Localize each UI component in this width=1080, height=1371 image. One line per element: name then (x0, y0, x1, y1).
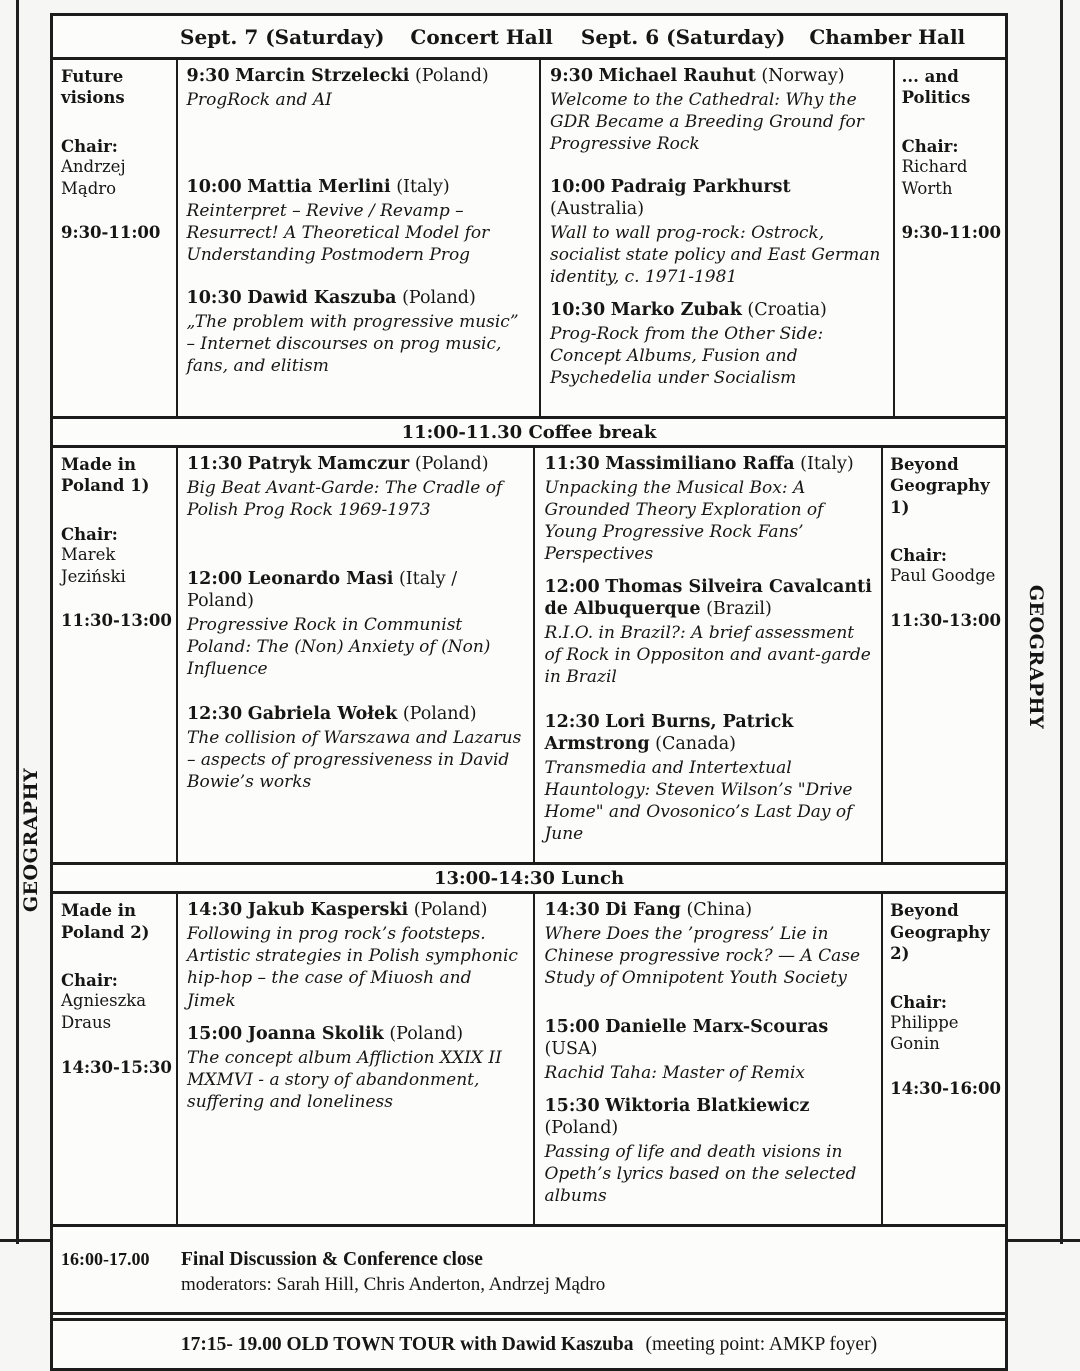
paper-title: Reinterpret – Revive / Revamp – Resurrect! A Theoretical Model for Understanding Postmodern Prog (186, 200, 490, 266)
session-row-morning (53, 60, 1005, 419)
paper-head (544, 1096, 873, 1140)
paper-title: Following in prog rock’s footsteps. Artistic strategies in Polish symphonic hip-hop – the case of Miuosh and Jimek (187, 924, 518, 1011)
paper-head (544, 454, 873, 476)
paper-time: 15:00 (187, 1023, 243, 1044)
final-discussion-row (53, 1227, 1005, 1315)
paper-country: (Poland) (544, 1118, 619, 1139)
paper-head (187, 177, 530, 199)
session-time: 14:30-16:00 (890, 1079, 1001, 1099)
paper-head (550, 300, 885, 322)
paper-head (187, 66, 530, 88)
paper-head (544, 577, 873, 621)
coffee-break-label: 11:00-11.30 Coffee break (401, 421, 657, 443)
paper-head (187, 900, 523, 922)
paper-country: (Croatia) (747, 300, 827, 321)
paper-country: (China) (686, 900, 753, 921)
paper-entry (187, 177, 530, 276)
paper-country: (Poland) (414, 454, 489, 475)
paper-time: 10:30 (186, 288, 242, 308)
final-discussion-time: 16:00-17.00 (61, 1249, 150, 1270)
chair-label: Chair: (890, 992, 947, 1012)
paper-entry (544, 454, 873, 565)
paper-title: Transmedia and Intertextual Hauntology: Steven Wilson’s "Drive Home" and Ovosonico’s Last Day of June (544, 758, 853, 845)
paper-time: 12:00 (544, 577, 600, 598)
paper-time: 14:30 (187, 900, 243, 921)
chair-name: Andrzej Mądro (61, 156, 126, 198)
paper-country: (Australia) (550, 198, 645, 219)
paper-time: 9:30 (186, 66, 230, 86)
session-title: ... and Politics (901, 67, 971, 108)
header-hall-right: Chamber Hall (809, 24, 966, 49)
paper-head (550, 66, 885, 88)
chair-label: Chair: (61, 971, 118, 991)
paper-entry (544, 900, 873, 1005)
paper-entry (550, 177, 885, 288)
paper-entry (550, 66, 885, 165)
chair-label: Chair: (901, 136, 959, 156)
header-hall-left: Concert Hall (410, 24, 553, 49)
paper-author: Joanna Skolik (247, 1023, 384, 1044)
paper-head (187, 1024, 523, 1046)
paper-time: 10:30 (550, 300, 606, 321)
chair-label: Chair: (890, 546, 947, 566)
paper-country: (Poland) (402, 288, 476, 308)
paper-head (187, 704, 523, 726)
chamber-hall-cell (541, 60, 895, 416)
lunch-break-label: 13:00-14:30 Lunch (433, 867, 625, 889)
paper-author: Di Fang (605, 900, 681, 921)
session-time: 11:30-13:00 (61, 611, 172, 631)
chair-name: Richard Worth (901, 156, 968, 198)
paper-title: The concept album Affliction XXIX II MXMVI - a story of abandonment, suffering and loneliness (187, 1047, 502, 1112)
session-row-midday (53, 448, 1005, 865)
chair-name: Philippe Gonin (890, 1012, 959, 1054)
conference-schedule-table (50, 13, 1008, 1371)
paper-entry (187, 1024, 523, 1113)
session-time: 9:30-11:00 (901, 223, 1001, 243)
paper-author: Michael Rauhut (598, 66, 756, 86)
chair-label: Chair: (61, 524, 118, 544)
paper-time: 12:30 (187, 704, 243, 725)
concert-hall-cell (178, 60, 542, 416)
paper-title: Big Beat Avant-Garde: The Cradle of Polish Prog Rock 1969-1973 (187, 477, 503, 520)
paper-entry (187, 569, 523, 692)
chamber-hall-cell (535, 448, 883, 862)
paper-author: Wiktoria Blatkiewicz (605, 1096, 810, 1117)
session-row-afternoon (53, 894, 1005, 1227)
paper-head (187, 288, 530, 310)
paper-entry (187, 288, 530, 387)
paper-title: Rachid Taha: Master of Remix (544, 1063, 805, 1084)
session-label-cell-left (53, 60, 178, 416)
final-discussion-title: Final Discussion & Conference close (181, 1249, 483, 1271)
session-label-cell-right (895, 60, 1005, 416)
paper-title: ProgRock and AI (186, 89, 332, 110)
paper-title: The collision of Warszawa and Lazarus – aspects of progressiveness in David Bowie’s works (187, 727, 522, 793)
chair-name: Agnieszka Draus (61, 991, 147, 1033)
paper-author: Thomas Silveira Cavalcanti de Albuquerque (544, 577, 872, 620)
paper-time: 15:30 (544, 1096, 600, 1117)
chair-label: Chair: (61, 136, 118, 156)
paper-head (550, 177, 885, 221)
paper-country: (Poland) (389, 1023, 464, 1044)
paper-title: Wall to wall prog-rock: Ostrock, socialist state policy and East German identity, c. 1971-1981 (550, 222, 881, 287)
header-date-right: Sept. 6 (Saturday) (580, 24, 786, 49)
paper-time: 11:30 (187, 454, 243, 475)
paper-author: Dawid Kaszuba (247, 288, 397, 308)
chair-name: Paul Goodge (890, 566, 996, 586)
paper-head (544, 900, 873, 922)
paper-country: (Italy) (396, 177, 450, 197)
paper-title: „The problem with progressive music” – Internet discourses on prog music, fans, and elitism (186, 311, 519, 377)
session-label-cell-right (883, 894, 1005, 1224)
paper-entry (544, 1017, 873, 1084)
paper-title: Prog-Rock from the Other Side: Concept Albums, Fusion and Psychedelia under Socialism (550, 323, 824, 389)
paper-country: (Poland) (402, 704, 477, 725)
paper-head (544, 1017, 873, 1061)
paper-title: R.I.O. in Brazil?: A brief assessment of Rock in Oppositon and avant-garde in Brazil (544, 623, 871, 688)
table-header-row (53, 16, 1005, 60)
paper-country: (Canada) (655, 734, 736, 755)
header-date-left: Sept. 7 (Saturday) (180, 24, 385, 49)
concert-hall-cell (178, 894, 535, 1224)
paper-author: Gabriela Wołek (247, 704, 398, 725)
coffee-break-row (53, 419, 1005, 448)
paper-head (187, 454, 523, 476)
paper-author: Danielle Marx-Scouras (605, 1017, 829, 1038)
paper-author: Jakub Kasperski (247, 900, 409, 921)
old-town-tour-label: 17:15- 19.00 OLD TOWN TOUR with Dawid Kaszuba (180, 1333, 634, 1355)
paper-country: (Norway) (761, 66, 845, 86)
paper-title: Welcome to the Cathedral: Why the GDR Became a Breeding Ground for Progressive Rock (550, 89, 864, 155)
paper-author: Marko Zubak (610, 300, 742, 321)
paper-author: Patryk Mamczur (247, 454, 410, 475)
lunch-break-row (53, 865, 1005, 894)
paper-time: 12:00 (187, 569, 243, 590)
paper-author: Massimiliano Raffa (605, 454, 795, 475)
paper-country: (USA) (544, 1039, 598, 1060)
paper-time: 14:30 (544, 900, 600, 921)
paper-country: (Italy / Poland) (187, 569, 458, 611)
paper-author: Marcin Strzelecki (235, 66, 410, 86)
session-title: Future visions (61, 67, 125, 108)
session-time: 9:30-11:00 (61, 223, 161, 243)
paper-country: (Brazil) (706, 599, 772, 620)
old-town-tour-row (53, 1321, 1005, 1368)
session-label-cell-right (883, 448, 1005, 862)
paper-country: (Poland) (413, 900, 488, 921)
paper-entry (544, 577, 873, 700)
paper-country: (Italy) (800, 454, 854, 475)
old-town-tour-meeting-point: (meeting point: AMKP foyer) (645, 1333, 878, 1355)
paper-title: Unpacking the Musical Box: A Grounded Theory Exploration of Young Progressive Rock Fans’ Perspectives (544, 477, 824, 565)
session-title: Beyond Geography 2) (890, 901, 990, 964)
paper-title: Passing of life and death visions in Opeth’s lyrics based on the selected albums (544, 1142, 857, 1207)
chamber-hall-cell (535, 894, 883, 1224)
paper-entry (187, 66, 530, 165)
paper-entry (187, 454, 523, 557)
session-label-cell-left (53, 448, 178, 862)
final-discussion-moderators: moderators: Sarah Hill, Chris Anderton, Andrzej Mądro (181, 1274, 606, 1296)
paper-title: Where Does the ’progress’ Lie in Chinese progressive rock? — A Case Study of Omnipotent Youth Society (544, 924, 861, 989)
paper-author: Padraig Parkhurst (610, 177, 791, 197)
paper-time: 12:30 (544, 712, 600, 733)
paper-entry (550, 300, 885, 399)
page-left-rule (16, 0, 19, 1244)
paper-author: Lori Burns, Patrick Armstrong (544, 712, 794, 755)
session-label-cell-left (53, 894, 178, 1224)
page-right-rule (1060, 0, 1063, 1244)
paper-entry (187, 900, 523, 1011)
paper-author: Leonardo Masi (247, 569, 394, 590)
paper-time: 10:00 (186, 177, 242, 197)
session-title: Made in Poland 2) (61, 901, 150, 942)
paper-head (544, 712, 873, 756)
paper-head (187, 569, 523, 613)
paper-time: 11:30 (544, 454, 600, 475)
concert-hall-cell (178, 448, 535, 862)
geography-side-label-right: GEOGRAPHY (1025, 584, 1047, 730)
paper-title: Progressive Rock in Communist Poland: The (Non) Anxiety of (Non) Influence (187, 614, 491, 679)
session-time: 14:30-15:30 (61, 1057, 172, 1077)
session-title: Made in Poland 1) (61, 455, 150, 496)
paper-entry (544, 712, 873, 845)
paper-entry (187, 704, 523, 793)
final-discussion-body (181, 1249, 605, 1302)
paper-time: 15:00 (544, 1017, 600, 1038)
paper-country: (Poland) (414, 66, 489, 86)
paper-author: Mattia Merlini (247, 177, 391, 197)
session-title: Beyond Geography 1) (890, 455, 990, 517)
geography-side-label-left: GEOGRAPHY (20, 767, 42, 913)
session-time: 11:30-13:00 (890, 611, 1001, 631)
paper-entry (544, 1096, 873, 1207)
paper-time: 9:30 (550, 66, 594, 86)
paper-time: 10:00 (550, 177, 606, 197)
chair-name: Marek Jeziński (61, 544, 126, 586)
